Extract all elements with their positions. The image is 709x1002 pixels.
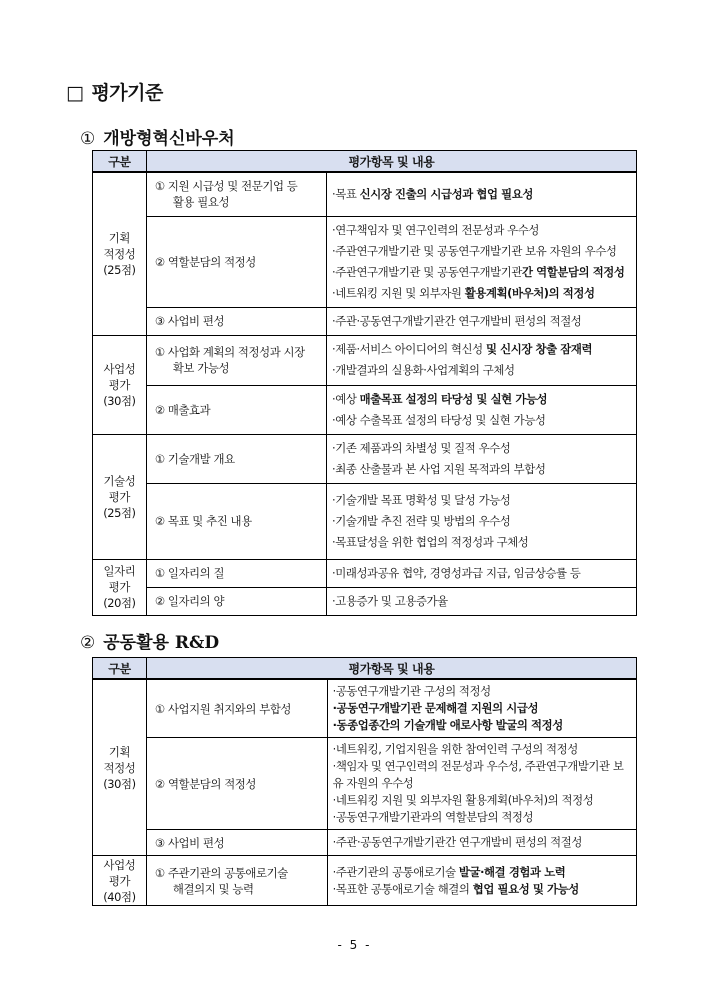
content-line (333, 809, 631, 826)
item-label-line: ① 주관기관의 공통애로기술 (154, 865, 288, 880)
item-cell (146, 385, 326, 434)
content-text: 협업 필요성 및 가능성 (472, 881, 579, 896)
content-text: ·미래성과공유 협약, 경영성과급 지급, 임금상승률 등 (332, 565, 581, 580)
table-row (93, 679, 637, 738)
content-text: ·예상 수출목표 설정의 타당성 및 실현 가능성 (332, 412, 546, 427)
category-line: 평가 (108, 377, 131, 392)
item-cell (146, 483, 326, 559)
content-text: ·개발결과의 실용화·사업계획의 구체성 (332, 363, 515, 377)
content-cell (327, 307, 637, 335)
category-line: 일자리 (103, 564, 136, 578)
subsection-text: 개방형혁신바우처 (103, 129, 235, 149)
content-line (333, 792, 631, 809)
item-label-line: ① 사업지원 취지와의 부합성 (154, 701, 292, 716)
category-line: 기획 (108, 744, 131, 759)
content-line (333, 741, 631, 758)
content-line (332, 184, 631, 205)
content-text: ·주관연구개발기관 및 공동연구개발기관 (332, 264, 522, 279)
content-line (333, 881, 631, 898)
category-line: 평가 (108, 489, 131, 504)
checkbox-icon: □ (66, 82, 84, 104)
content-cell (327, 483, 637, 559)
header-category: 구분 (93, 658, 147, 680)
content-text: ·목표 (332, 186, 360, 201)
item-label-line: ② 일자리의 양 (154, 594, 225, 608)
table-row (93, 738, 637, 830)
content-cell (327, 385, 637, 434)
content-text: 신시장 진출의 시급성과 협업 필요성 (359, 186, 533, 201)
content-cell (327, 335, 637, 385)
item-label-line: ② 역할분담의 적정성 (154, 776, 257, 791)
category-line: 적정성 (103, 246, 136, 261)
content-text: ·책임자 및 연구인력의 전문성과 우수성, 주관연구개발기관 보유 자원의 우수성 (332, 759, 624, 790)
content-text: ·제품·서비스 아이디어의 혁신성 (332, 342, 486, 356)
content-line (332, 389, 631, 410)
content-text: ·기존 제품과의 차별성 및 질적 우수성 (332, 440, 511, 455)
page-number: - 5 - (337, 938, 372, 952)
content-cell (327, 856, 636, 906)
content-line (333, 683, 631, 700)
content-line (332, 262, 631, 283)
category-cell (93, 172, 147, 335)
content-cell (327, 830, 636, 856)
content-text: 발굴·해결 경험과 노력 (458, 864, 566, 879)
content-line (332, 410, 631, 431)
subsection-number: ② (80, 633, 96, 653)
table-row (93, 559, 637, 587)
item-cell (146, 434, 326, 483)
category-cell (93, 679, 147, 856)
item-label-line: ② 목표 및 추진 내용 (154, 514, 252, 528)
content-line (332, 339, 631, 360)
category-line: 기술성 (103, 473, 136, 488)
content-line (332, 241, 631, 262)
content-line (332, 532, 631, 553)
content-text: ·예상 (332, 391, 360, 406)
item-label-line: 활용 필요성 (172, 195, 230, 210)
content-text: ·목표달성을 위한 협업의 적정성과 구체성 (332, 534, 529, 549)
table-row (93, 216, 637, 307)
table-row (93, 307, 637, 335)
category-cell (93, 856, 147, 906)
content-cell (327, 679, 636, 738)
content-text: 및 신시장 창출 잠재력 (485, 342, 593, 356)
content-line (333, 864, 631, 881)
content-text: 활용계획(바우처)의 적정성 (464, 285, 595, 300)
content-text: ·주관연구개발기관 및 공동연구개발기관 보유 자원의 우수성 (332, 243, 617, 258)
item-label-line: ② 역할분담의 적정성 (154, 254, 256, 269)
item-cell (146, 216, 326, 307)
item-label-line: ① 지원 시급성 및 전문기업 등 (154, 179, 298, 194)
content-text: ·최종 산출물과 본 사업 지원 목적과의 부합성 (332, 461, 546, 476)
header-contents: 평가항목 및 내용 (146, 658, 636, 680)
content-text: ·공동연구개발기관 구성의 적정성 (332, 684, 491, 698)
content-text: ·주관기관의 공통애로기술 (332, 864, 459, 879)
category-line: (25점) (103, 262, 136, 277)
item-cell (146, 679, 327, 738)
item-cell (146, 172, 326, 216)
category-line: (40점) (103, 889, 136, 904)
item-cell (146, 587, 326, 615)
category-line: 사업성 (103, 361, 136, 376)
content-line (332, 591, 631, 612)
content-text: ·주관·공동연구개발기관간 연구개발비 편성의 적절성 (332, 313, 582, 328)
section-heading (66, 78, 163, 105)
table-body (93, 679, 637, 906)
subsection-title-rnd (80, 628, 219, 653)
content-cell (327, 216, 637, 307)
category-cell (93, 335, 147, 434)
item-label-line: 해결의지 및 능력 (172, 881, 254, 896)
content-line (332, 459, 631, 480)
content-text: ·공동연구개발기관 문제해결 지원의 시급성 (332, 701, 539, 715)
content-text: ·공동연구개발기관과의 역할분담의 적정성 (332, 810, 534, 824)
subsection-title-voucher (80, 124, 235, 149)
content-line (332, 283, 631, 304)
category-cell (93, 434, 147, 559)
content-cell (327, 559, 637, 587)
header-category: 구분 (93, 151, 147, 173)
content-line (332, 563, 631, 584)
table-row (93, 856, 637, 906)
subsection-text: 공동활용 R&D (103, 633, 220, 653)
category-line: (20점) (103, 596, 136, 610)
category-line: 평가 (108, 873, 131, 888)
item-label-line: ③ 사업비 편성 (154, 314, 225, 328)
content-text: 매출목표 설정의 타당성 및 실현 가능성 (359, 391, 548, 406)
category-line: (30점) (103, 393, 136, 408)
item-cell (146, 559, 326, 587)
item-label-line: ② 매출효과 (154, 402, 211, 417)
content-text: ·동종업종간의 기술개발 애로사항 발굴의 적정성 (332, 718, 563, 732)
item-cell (146, 856, 327, 906)
table-row (93, 335, 637, 385)
content-text: ·기술개발 추진 전략 및 방법의 우수성 (332, 513, 511, 528)
content-line (332, 490, 631, 511)
table-row (93, 483, 637, 559)
content-text: ·고용증가 및 고용증가율 (332, 593, 448, 608)
table-row (93, 172, 637, 216)
item-label-line: ③ 사업비 편성 (154, 835, 225, 850)
evaluation-table-rnd (92, 657, 637, 906)
table-row (93, 830, 637, 856)
table-body (93, 172, 637, 615)
content-line (333, 834, 631, 851)
content-text: ·목표한 공통애로기술 해결의 (332, 881, 473, 896)
category-line: 평가 (108, 580, 131, 594)
item-cell (146, 335, 326, 385)
heading-title: 평가기준 (91, 82, 163, 104)
subsection-number: ① (80, 129, 96, 149)
category-line: 기획 (108, 230, 131, 245)
content-line (333, 717, 631, 734)
content-cell (327, 172, 637, 216)
content-text: 간 역할분담의 적정성 (521, 264, 625, 279)
table-header-row (93, 151, 637, 173)
category-cell (93, 559, 147, 615)
item-label-line: ① 일자리의 질 (154, 566, 225, 580)
item-label-line: ① 기술개발 개요 (154, 451, 235, 466)
content-text: ·기술개발 목표 명확성 및 달성 가능성 (332, 492, 511, 507)
table-row (93, 434, 637, 483)
content-line (332, 220, 631, 241)
item-cell (146, 830, 327, 856)
content-cell (327, 738, 636, 830)
category-line: (30점) (103, 776, 136, 791)
item-label-line: ① 사업화 계획의 적정성과 시장 (154, 345, 305, 359)
content-cell (327, 587, 637, 615)
evaluation-table-voucher (92, 150, 637, 616)
content-text: ·주관·공동연구개발기관간 연구개발비 편성의 적절성 (332, 835, 582, 849)
content-text: ·연구책임자 및 연구인력의 전문성과 우수성 (332, 222, 539, 237)
content-text: ·네트워킹 지원 및 외부자원 (332, 285, 465, 300)
category-line: 적정성 (103, 760, 136, 775)
table-header-row (93, 658, 637, 680)
content-line (332, 360, 631, 381)
item-label-line: 확보 가능성 (172, 361, 230, 375)
content-line (332, 311, 631, 332)
content-text: ·네트워킹 지원 및 외부자원 활용계획(바우처)의 적정성 (332, 793, 594, 807)
item-cell (146, 738, 327, 830)
content-line (332, 438, 631, 459)
table-row (93, 587, 637, 615)
content-cell (327, 434, 637, 483)
header-contents: 평가항목 및 내용 (146, 151, 636, 173)
category-line: (25점) (103, 505, 136, 520)
table-row (93, 385, 637, 434)
content-line (333, 758, 631, 792)
category-line: 사업성 (103, 857, 136, 872)
item-cell (146, 307, 326, 335)
content-line (333, 700, 631, 717)
content-line (332, 511, 631, 532)
content-text: ·네트워킹, 기업지원을 위한 참여인력 구성의 적정성 (332, 742, 578, 756)
